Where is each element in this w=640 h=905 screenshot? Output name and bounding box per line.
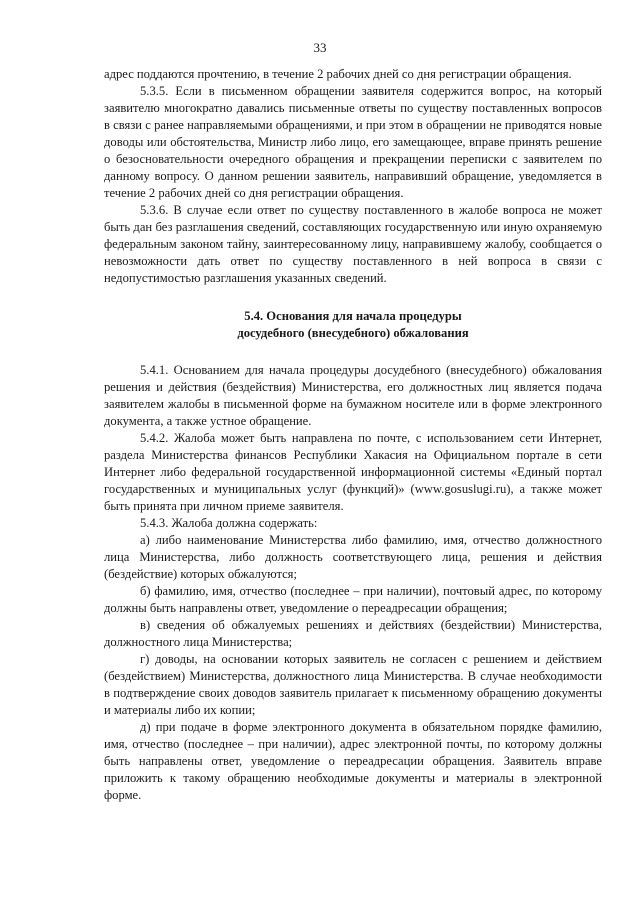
paragraph-5-3-5: 5.3.5. Если в письменном обращении заявителя содержится вопрос, на который заявителю многократно давались письменные ответы по существу поставленных вопросов в связи с ранее направляемыми обращениями, и при этом в обращении не приводятся новые доводы или обстоятельства, Министр либо лицо, его замещающее, вправе принять решение о безосновательности очередного обращения и прекращении переписки с заявителем по данному вопросу. О данном решении заявитель, направивший обращение, уведомляется в течение 2 рабочих дней со дня регистрации обращения. xyxy=(104,84,602,200)
section-heading-line-2: досудебного (внесудебного) обжалования xyxy=(237,326,469,340)
paragraph-5-4-1: 5.4.1. Основанием для начала процедуры досудебного (внесудебного) обжалования решения и действия (бездействия) Министерства, его должностных лиц является подача заявителем жалобы в письменной форме на бумажном носителе или в форме электронного документа, а также устное обращение. xyxy=(104,363,602,428)
document-body xyxy=(104,66,602,804)
list-item-g: г) доводы, на основании которых заявитель не согласен с решением и действием (бездействием) Министерства, должностного лица Министерства. В случае необходимости в подтверждение своих доводов заявитель прилагает к письменному обращению документы и материалы либо их копии; xyxy=(104,652,602,717)
page-number: 33 xyxy=(313,40,327,55)
section-heading-line-1: 5.4. Основания для начала процедуры xyxy=(244,309,462,323)
paragraph-5-3-6: 5.3.6. В случае если ответ по существу поставленного в жалобе вопроса не может быть дан без разглашения сведений, составляющих государственную или иную охраняемую федеральным законом тайну, заинтересованному лицу, направившему жалобу, сообщается о невозможности дать ответ по существу поставленного в ней вопроса в связи с недопустимостью разглашения указанных сведений. xyxy=(104,203,602,285)
list-item-a: а) либо наименование Министерства либо фамилию, имя, отчество должностного лица Министерства, либо должность соответствующего лица, решения и действия (бездействие) которых обжалуются; xyxy=(104,533,602,581)
list-item-v: в) сведения об обжалуемых решениях и действиях (бездействии) Министерства, должностного лица Министерства; xyxy=(104,618,602,649)
section-heading-5-4 xyxy=(104,308,602,342)
paragraph-5-4-2: 5.4.2. Жалоба может быть направлена по почте, с использованием сети Интернет, раздела Министерства финансов Республики Хакасия на Официальном портале в сети Интернет либо федеральной государственной информационной системы «Единый портал государственных и муниципальных услуг (функций)» (www.gosuslugi.ru), а также может быть принята при личном приеме заявителя. xyxy=(104,431,602,513)
paragraph-continuation: адрес поддаются прочтению, в течение 2 рабочих дней со дня регистрации обращения. xyxy=(104,67,572,81)
paragraph-5-4-3: 5.4.3. Жалоба должна содержать: xyxy=(140,516,318,530)
list-item-b: б) фамилию, имя, отчество (последнее – при наличии), почтовый адрес, по которому должны быть направлены ответ, уведомление о переадресации обращения; xyxy=(104,584,602,615)
list-item-d: д) при подаче в форме электронного документа в обязательном порядке фамилию, имя, отчество (последнее – при наличии), адрес электронной почты, по которому должны быть направлены ответ, уведомление о переадресации обращения. Заявитель вправе приложить к такому обращению необходимые документы и материалы в электронной форме. xyxy=(104,720,602,802)
